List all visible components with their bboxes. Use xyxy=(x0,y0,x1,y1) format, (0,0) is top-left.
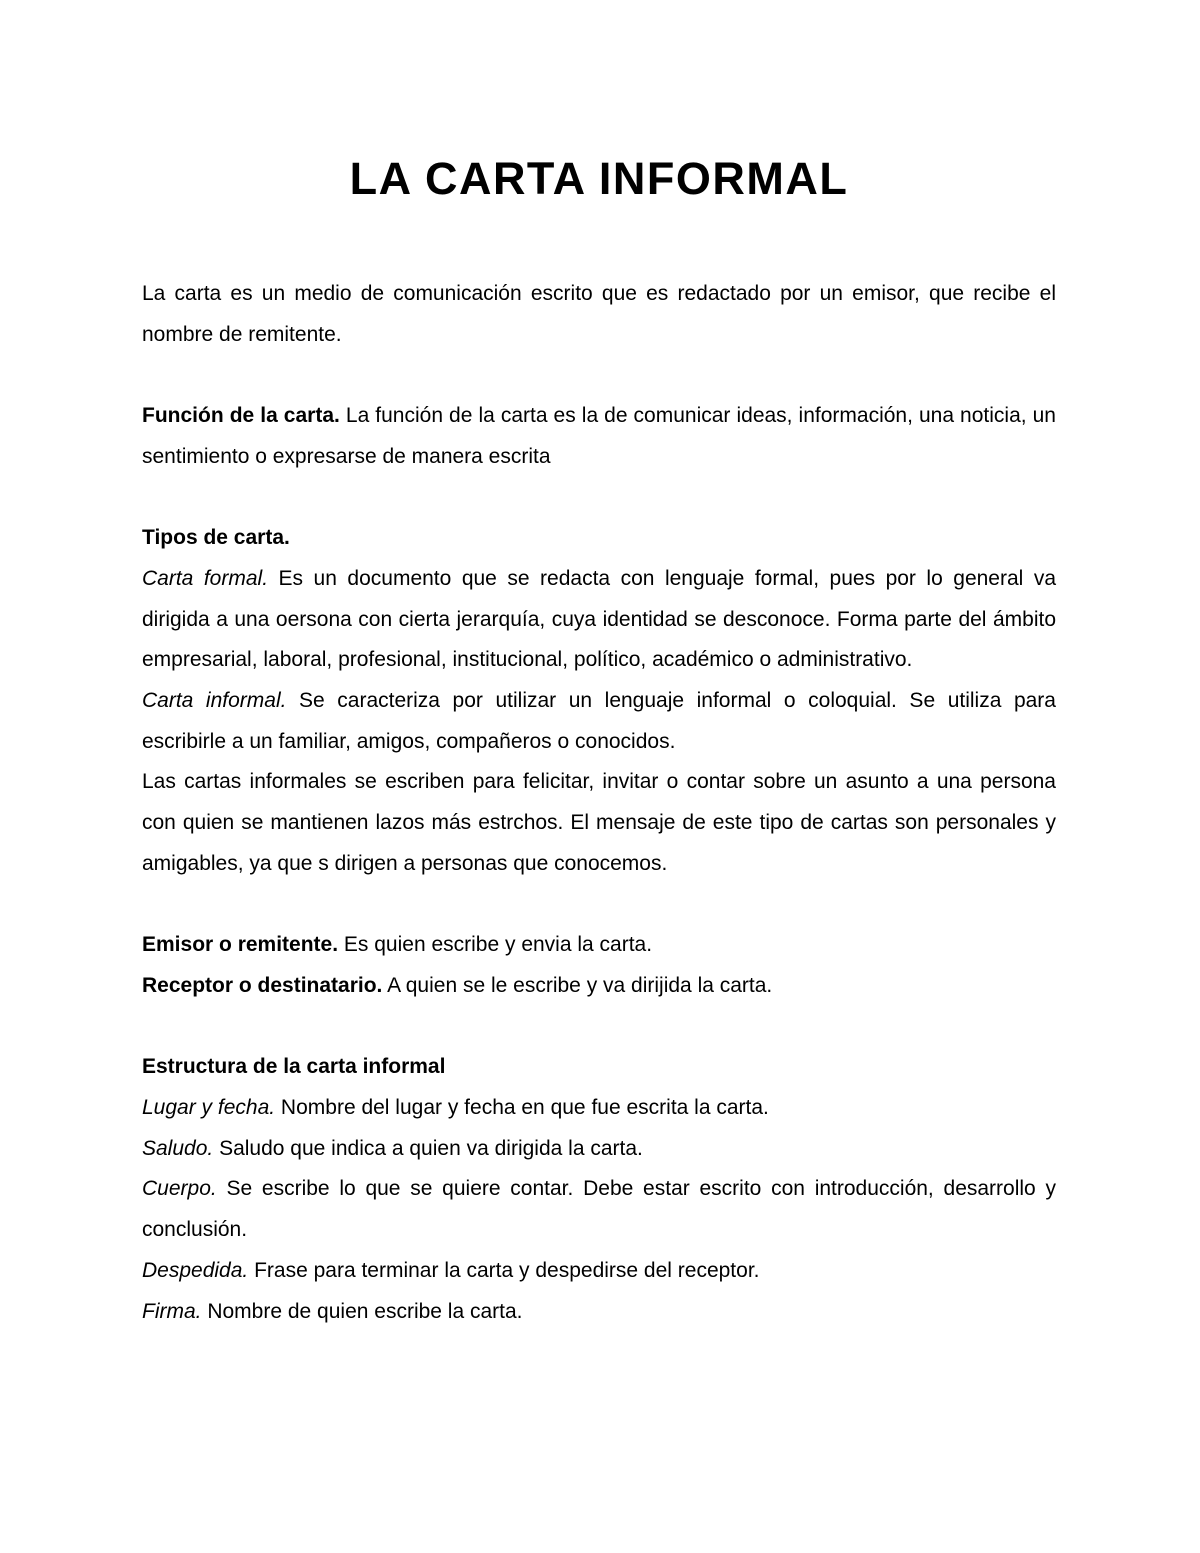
estructura-heading-label: Estructura de la carta informal xyxy=(142,1055,446,1079)
estructura-heading xyxy=(142,1047,1056,1088)
document-title: LA CARTA INFORMAL xyxy=(349,153,849,204)
estructura-item-label: Firma. xyxy=(142,1299,202,1323)
carta-formal-paragraph xyxy=(142,559,1056,681)
estructura-item-text: Saludo que indica a quien va dirigida la carta. xyxy=(213,1136,643,1160)
paragraph-gap xyxy=(142,478,1056,519)
carta-formal-label: Carta formal. xyxy=(142,566,269,590)
funcion-label: Función de la carta. xyxy=(142,404,340,428)
tipos-heading-label: Tipos de carta. xyxy=(142,526,290,550)
emisor-text: Es quien escribe y envia la carta. xyxy=(338,933,653,957)
funcion-paragraph xyxy=(142,396,1056,477)
receptor-text: A quien se le escribe y va dirijida la carta. xyxy=(382,973,773,997)
cartas-informales-paragraph: Las cartas informales se escriben para felicitar, invitar o contar sobre un asunto a una persona con quien se mantienen lazos más estrchos. El mensaje de este tipo de cartas son personales y amigables, ya que s dirigen a personas que conocemos. xyxy=(142,770,1056,875)
estructura-item-label: Saludo. xyxy=(142,1136,214,1160)
carta-formal-text: Es un documento que se redacta con lenguaje formal, pues por lo general va dirigida a una oersona con cierta jerarquía, cuya identidad se desconoce. Forma parte del ámbito empresarial, laboral, profesional, institucional, político, académico o administrativo. xyxy=(142,566,1057,672)
estructura-item-label: Despedida. xyxy=(142,1258,249,1282)
emisor-label: Emisor o remitente. xyxy=(142,933,339,957)
estructura-item-label: Lugar y fecha. xyxy=(142,1096,276,1119)
intro-paragraph: La carta es un medio de comunicación escrito que es redactado por un emisor, que recibe el nombre de remitente. xyxy=(142,282,1056,346)
funcion-text: La función de la carta es la de comunicar ideas, información, una noticia, un sentimiento o expresarse de manera escrita xyxy=(142,404,1056,468)
carta-informal-paragraph xyxy=(142,681,1056,762)
tipos-heading xyxy=(142,518,1056,559)
emisor-paragraph xyxy=(142,925,1056,966)
carta-informal-label: Carta informal. xyxy=(142,689,287,712)
carta-informal-text: Se caracteriza por utilizar un lenguaje informal o coloquial. Se utiliza para escribirle a un familiar, amigos, compañeros o conocidos. xyxy=(142,689,1056,753)
estructura-item-text: Nombre del lugar y fecha en que fue escrita la carta. xyxy=(275,1096,769,1119)
estructura-item-saludo xyxy=(142,1129,1056,1170)
receptor-label: Receptor o destinatario. xyxy=(142,973,383,997)
estructura-item-cuerpo xyxy=(142,1169,1056,1250)
estructura-item-despedida xyxy=(142,1251,1056,1292)
estructura-item-text: Nombre de quien escribe la carta. xyxy=(201,1299,523,1323)
paragraph-gap xyxy=(142,1007,1056,1048)
estructura-item-firma xyxy=(142,1292,1056,1333)
paragraph-gap xyxy=(142,355,1056,396)
estructura-item-text: Frase para terminar la carta y despedirse del receptor. xyxy=(248,1258,760,1282)
document-body xyxy=(142,274,1056,1332)
receptor-paragraph xyxy=(142,966,1056,1007)
estructura-item-label: Cuerpo. xyxy=(142,1177,217,1201)
estructura-item-lugar-fecha xyxy=(142,1088,1056,1129)
estructura-item-text: Se escribe lo que se quiere contar. Debe estar escrito con introducción, desarrollo y conclusión. xyxy=(142,1177,1056,1242)
paragraph-gap xyxy=(142,885,1056,926)
